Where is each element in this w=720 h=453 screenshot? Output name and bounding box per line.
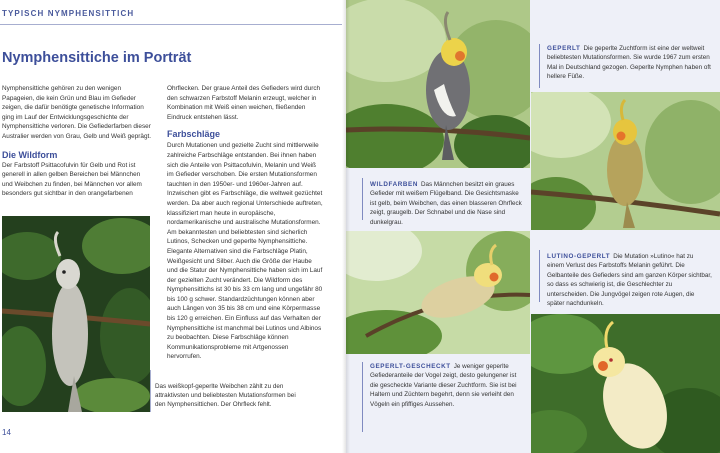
photo-wildfarben: [346, 0, 530, 168]
info-box-geperlt-gescheckt: [346, 354, 530, 453]
info-box-rule: [362, 178, 363, 220]
info-box-geperlt: [531, 0, 720, 92]
text-column-right: [167, 84, 324, 362]
photo-lutino: [531, 314, 720, 453]
farbschlaege-paragraph: Durch Mutationen und gezielte Zucht sind mittlerweile zahlreiche Farbschläge entstanden. Bei ihnen haben sich die Anteile von Psittacofulvin, Melanin und Weiß im Gefieder verschoben. Die ersten Mutationsformen tauchten in den 1950er- und 1960er-Jahren auf. Inzwischen gibt es Farbschläge, die weltweit gezüchtet werden. Da aber auch regional Unterschiede auftreten, klassifiziert man heute in europäische, nordamerikanische und australische Mutationsformen. Am bekanntesten und beliebtesten sind sicherlich Lutinos, Schecken und geperlte Nymphensittiche. Elegante Alternativen sind die Farbschläge Platin, Weißgesicht und Silber. Auch die Größe der Haube und die Statur der Nymphensittiche haben sich im Lauf der gezielten Zucht verändert. Die Wildform des Nymphensittichs ist 30 bis 33 cm lang und ungefähr 80 bis 100 g schwer. Standardzüchtungen können aber auch Längen von 35 bis 38 cm und eine Körpermasse bis 120 g erreichen. Ein Einfluss auf das Verhalten der Nymphensittiche ist manchmal bei Lutinos und Albinos zu beobachten. Diese Farbschläge können Kommunikationsprobleme mit Artgenossen hervorrufen.: [167, 142, 323, 361]
info-box-rule: [539, 250, 540, 302]
info-box-lutino-geperlt: [531, 230, 720, 314]
continued-paragraph: Ohrflecken. Der graue Anteil des Gefieders wird durch den schwarzen Farbstoff Melanin erzeugt, welcher in Kombination mit Weiß einen weichen, fließenden Eindruck entstehen lässt.: [167, 85, 321, 121]
info-box-rule: [362, 362, 363, 432]
subheading-wildform: Die Wildform: [2, 149, 58, 160]
info-box-text: Die geperlte Zuchtform ist eine der weltweit beliebtesten Mutationsformen. Sie wurde 1967 zum ersten Mal in Deutschland gezogen. Geperlte Nymphen haben oft hellere Füße.: [547, 45, 711, 81]
info-box-text: Das Männchen besitzt ein graues Gefieder mit weißem Flügelband. Die Gesichtsmaske ist gelb, beim Weibchen, das einen blasseren Ohrfleck zeigt, graugelb. Der Schnabel und die Nase sind dunkelgrau.: [370, 181, 522, 226]
text-column-left: [2, 84, 152, 199]
section-label: TYPISCH NYMPHENSITTICH: [2, 9, 135, 18]
page-number: 14: [2, 428, 11, 437]
wildform-paragraph: Der Farbstoff Psittacofulvin für Gelb und Rot ist generell in allen gelben Bereichen bei Männchen und Weibchen zu finden, bei Männchen vor allem besonders gut sichtbar in den orangefarbenen: [2, 161, 142, 198]
photo-pearl-female: [2, 216, 150, 412]
info-box-label: GEPERLT: [547, 45, 581, 52]
photo-geperlt: [531, 92, 720, 230]
info-box-label: LUTINO-GEPERLT: [547, 253, 611, 260]
info-box-label: WILDFARBEN: [370, 181, 418, 188]
book-gutter: [342, 0, 350, 453]
info-box-text: Je weniger geperlte Gefiederanteile der Vogel zeigt, desto gelungener ist die gescheckte Variante dieser Zuchtform. Sie ist bei Haltern und Züchtern begehrt, denn sie verleiht den Vögeln ein pfiffiges Aussehen.: [370, 363, 517, 408]
info-box-text: Die Mutation »Lutino« hat zu einem Verlust des Farbstoffs Melanin geführt. Die Gelbanteile des Gefieders sind am ganzen Körper sichtbar, so dass es schwierig ist, die Geschlechter zu unterscheiden. Die Jungvögel zeigen rote Augen, die später nachdunkeln.: [547, 253, 712, 308]
info-box-wildfarben: [346, 168, 530, 231]
intro-paragraph: Nymphensittiche gehören zu den wenigen Papageien, die kein Grün und Blau im Gefieder zeigen, die dafür benötigte genetische Information ging im Lauf der Entwicklungsgeschichte der Nymphensittiche verloren. Die Gefiederfarben dieser Australier werden von Grau, Gelb und Weiß geprägt.: [2, 85, 152, 140]
page-title: Nymphensittiche im Porträt: [2, 50, 192, 66]
photo-lutino-geperlt: [346, 231, 530, 354]
photo-caption-left: Das weißkopf-geperlte Weibchen zählt zu den attraktivsten und beliebtesten Mutationsformen bei den Nymphensittichen. Der Ohrfleck fehlt.: [155, 383, 296, 408]
subheading-farbschlaege: Farbschläge: [167, 129, 221, 140]
info-box-rule: [539, 44, 540, 88]
section-rule: [0, 24, 342, 25]
info-box-label: GEPERLT-GESCHECKT: [370, 363, 451, 370]
caption-rule: [150, 370, 151, 412]
